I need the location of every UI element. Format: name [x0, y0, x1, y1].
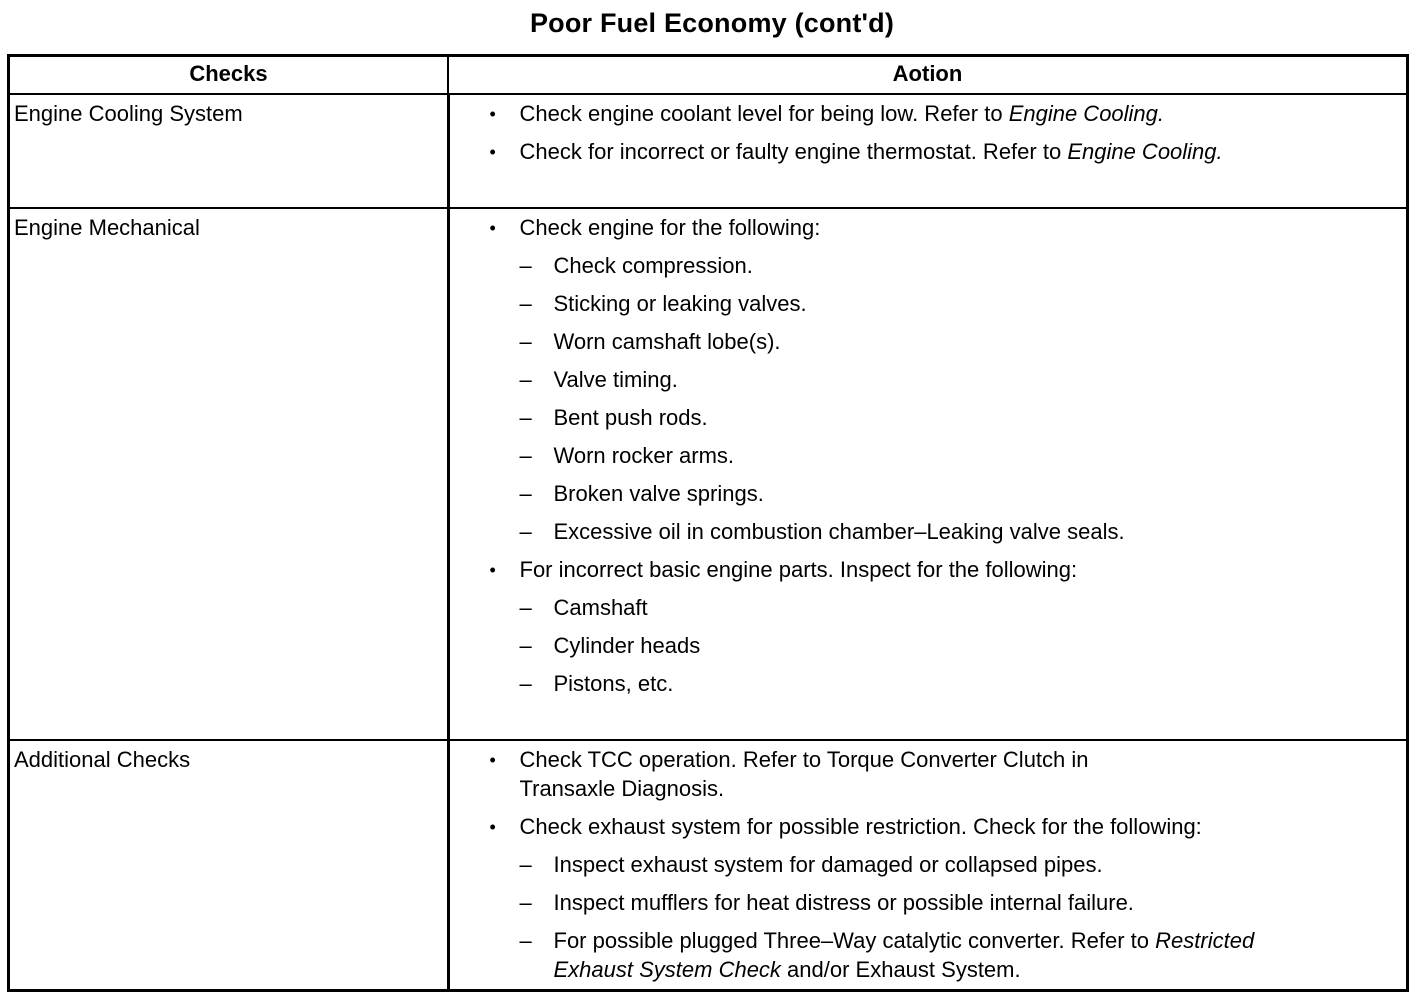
sub-list-item [520, 247, 1397, 285]
action-cell [448, 94, 1408, 208]
sub-list [520, 589, 1397, 703]
dash-icon: – [519, 481, 532, 506]
dash-icon: – [519, 852, 532, 877]
diagnosis-table [7, 54, 1409, 992]
sub-list [520, 846, 1397, 989]
list-item [486, 551, 1397, 703]
action-column-header: Aotion [448, 56, 1408, 95]
reference-text: Engine Cooling. [1008, 101, 1165, 126]
dash-icon: – [519, 595, 532, 620]
sub-item-text: Valve timing. [553, 367, 678, 392]
sub-list-item [520, 884, 1397, 922]
action-text [520, 741, 1089, 807]
sub-item-text: Check compression. [553, 253, 753, 278]
sub-list-item [520, 922, 1397, 989]
table-header-row [9, 56, 1408, 95]
sub-item-text: Worn camshaft lobe(s). [553, 329, 781, 354]
dash-icon: – [519, 253, 532, 278]
sub-list [520, 247, 1397, 551]
sub-list-item [520, 513, 1397, 551]
dash-icon: – [519, 443, 532, 468]
action-text: Check engine coolant level for being low. Refer to [519, 101, 1009, 126]
sub-item-text: Cylinder heads [553, 633, 701, 658]
action-text: Check exhaust system for possible restriction. Check for the following: [519, 814, 1202, 839]
dash-icon: – [519, 367, 532, 392]
sub-item-text [554, 922, 1255, 988]
sub-list-item [520, 399, 1397, 437]
check-name: Engine Mechanical [9, 208, 449, 740]
dash-icon: – [519, 890, 532, 915]
table-row [9, 94, 1408, 208]
dash-icon: – [519, 329, 532, 354]
action-text: For incorrect basic engine parts. Inspect for the following: [519, 557, 1078, 582]
sub-list-item [520, 285, 1397, 323]
list-item [486, 95, 1397, 133]
sub-item-text-part: For possible plugged Three–Way catalytic converter. Refer to [553, 928, 1156, 953]
page-title: Poor Fuel Economy (cont'd) [529, 8, 895, 38]
action-text: Check engine for the following: [519, 215, 821, 240]
list-item [486, 808, 1397, 989]
sub-item-text: Bent push rods. [553, 405, 708, 430]
bullet-icon: • [489, 142, 496, 162]
sub-list-item [520, 665, 1397, 703]
sub-item-text: Camshaft [553, 595, 648, 620]
bullet-icon: • [489, 750, 496, 770]
sub-item-text: Inspect exhaust system for damaged or collapsed pipes. [553, 852, 1103, 877]
sub-list-item [520, 437, 1397, 475]
action-text: Check for incorrect or faulty engine thermostat. Refer to [519, 139, 1068, 164]
sub-list-item [520, 323, 1397, 361]
reference-text: Exhaust System Check [553, 957, 781, 982]
sub-list-item [520, 627, 1397, 665]
bullet-icon: • [489, 817, 496, 837]
list-item [486, 209, 1397, 551]
bullet-icon: • [489, 560, 496, 580]
sub-item-text: Sticking or leaking valves. [553, 291, 807, 316]
dash-icon: – [519, 405, 532, 430]
sub-item-text: Broken valve springs. [553, 481, 764, 506]
list-item [486, 133, 1397, 171]
action-cell [448, 208, 1408, 740]
sub-item-text: Excessive oil in combustion chamber–Leaking valve seals. [553, 519, 1125, 544]
sub-item-text: Inspect mufflers for heat distress or possible internal failure. [553, 890, 1134, 915]
table-row [9, 740, 1408, 991]
check-name: Engine Cooling System [9, 94, 449, 208]
list-item [486, 741, 1397, 808]
reference-text: Engine Cooling. [1067, 139, 1223, 164]
sub-item-text-part: and/or Exhaust System. [780, 957, 1021, 982]
action-text-line: Check TCC operation. Refer to Torque Converter Clutch in [519, 747, 1089, 772]
action-list [486, 95, 1397, 171]
sub-list-item [520, 846, 1397, 884]
checks-column-header: Checks [9, 56, 449, 95]
action-text-line: Transaxle Diagnosis. [519, 776, 725, 801]
sub-item-text: Worn rocker arms. [553, 443, 735, 468]
dash-icon: – [519, 928, 532, 953]
check-name: Additional Checks [9, 740, 449, 991]
dash-icon: – [519, 633, 532, 658]
table-row [9, 208, 1408, 740]
action-list [486, 741, 1397, 989]
dash-icon: – [519, 519, 532, 544]
dash-icon: – [519, 671, 532, 696]
sub-list-item [520, 361, 1397, 399]
action-cell [448, 740, 1408, 991]
sub-item-text: Pistons, etc. [553, 671, 674, 696]
dash-icon: – [519, 291, 532, 316]
action-list [486, 209, 1397, 703]
sub-list-item [520, 589, 1397, 627]
sub-list-item [520, 475, 1397, 513]
reference-text: Restricted [1155, 928, 1255, 953]
bullet-icon: • [489, 218, 496, 238]
bullet-icon: • [489, 104, 496, 124]
